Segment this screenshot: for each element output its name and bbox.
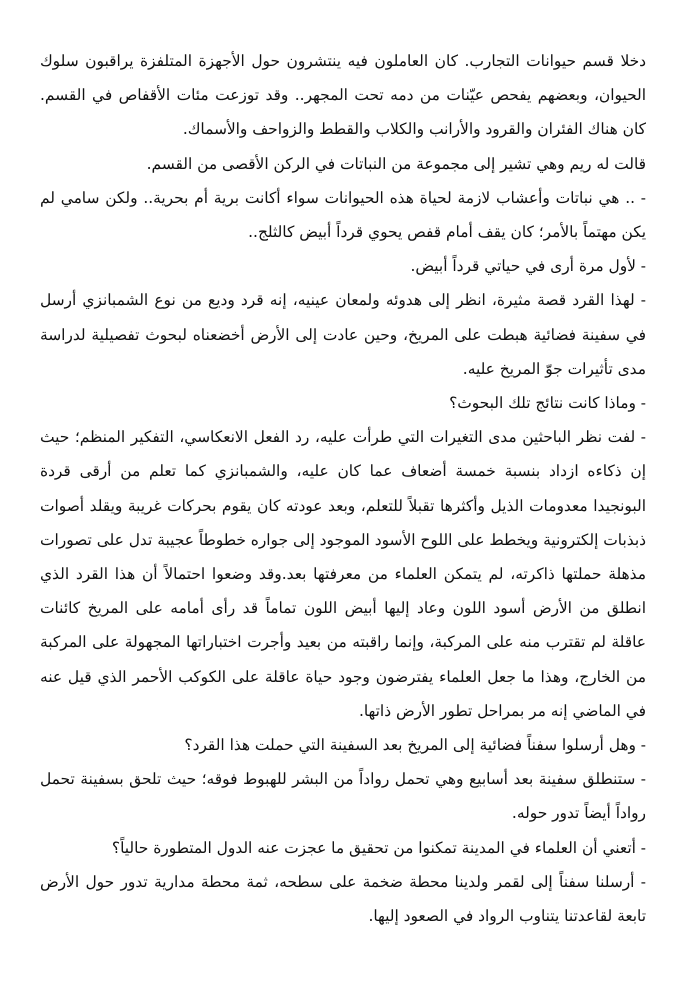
dialogue-scientists-question: - أتعني أن العلماء في المدينة تمكنوا من تحقيق ما عجزت عنه الدول المتطورة حالياً؟	[111, 838, 646, 857]
dialogue-ship-launch: - ستنطلق سفينة بعد أسابيع وهي تحمل رواداً من البشر للهبوط فوقه؛ حيث تلحق بسفينة تحمل رواداً أيضاً تدور حوله.	[40, 770, 646, 823]
paragraph-intro: دخلا قسم حيوانات التجارب. كان العاملون فيه ينتشرون حول الأجهزة المتلفزة يراقبون سلوك الحيوان، وبعضهم يفحص عيّنات من دمه تحت المجهر.. وقد توزعت مئات الأقفاص في القسم. كان هناك الفئران والقرود والأرانب والكلاب والقطط والزواحف والأسماك.	[40, 52, 646, 139]
dialogue-moon-station: - أرسلنا سفناً إلى لقمر ولدينا محطة ضخمة على سطحه، ثمة محطة مدارية تدور حول الأرض تابعة لقاعدتنا يتناوب الرواد في الصعود إليها.	[40, 872, 646, 926]
dialogue-monkey-story: - لهذا القرد قصة مثيرة، انظر إلى هدوئه ولمعان عينيه، إنه قرد وديع من نوع الشمبانزي أرسل في سفينة فضائية هبطت على المريخ، وحين عادت إلى الأرض أخضعناه لبحوث تفصيلية لدراسة مدى تأثيرات جوّ المريخ عليه.	[40, 291, 646, 378]
dialogue-research-question: - وماذا كانت نتائج تلك البحوث؟	[449, 394, 646, 413]
dialogue-white-monkey: - لأول مرة أرى في حياتي قرداً أبيض.	[410, 257, 646, 276]
paragraph-reem-points: قالت له ريم وهي تشير إلى مجموعة من النباتات في الركن الأقصى من القسم.	[146, 154, 646, 173]
document-page	[40, 44, 646, 933]
dialogue-more-ships-question: - وهل أرسلوا سفناً فضائية إلى المريخ بعد السفينة التي حملت هذا القرد؟	[184, 736, 646, 755]
dialogue-plants: - .. هي نباتات وأعشاب لازمة لحياة هذه الحيوانات سواء أكانت برية أم بحرية.. ولكن سامي لم يكن مهتماً بالأمر؛ كان يقف أمام قفص يحوي قرداً أبيض كالثلج..	[40, 188, 646, 242]
dialogue-research-results: - لفت نظر الباحثين مدى التغيرات التي طرأت عليه، رد الفعل الانعكاسي، التفكير المنظم؛ حيث إن ذكاءه ازداد بنسبة خمسة أضعاف عما كان عليه، والشمبانزي كما تعلم من أرقى قردة البونجيدا معدومات الذيل وأكثرها تقبلاً للتعلم، وبعد عودته كان يقوم بحركات غريبة ويقلد أصوات ذبذبات إلكترونية ويخطط على اللوح الأسود الموجود إلى جواره خطوطاً عجيبة تدل على تصورات مذهلة حملتها ذاكرته، لم يتمكن العلماء من معرفتها بعد.وقد وضعوا احتمالاً أن هذا القرد الذي انطلق من الأرض أسود اللون وعاد إليها أبيض اللون تماماً قد رأى أمامه على المريخ كائنات عاقلة لم تقترب منه على المركبة، وإنما راقبته من بعيد وأجرت اختباراتها المجهولة على المركبة من الخارج، وهذا ما جعل العلماء يفترضون وجود حياة عاقلة على الكوكب الأحمر الذي قيل عنه في الماضي إنه مر بمراحل تطور الأرض ذاتها.	[40, 428, 646, 720]
